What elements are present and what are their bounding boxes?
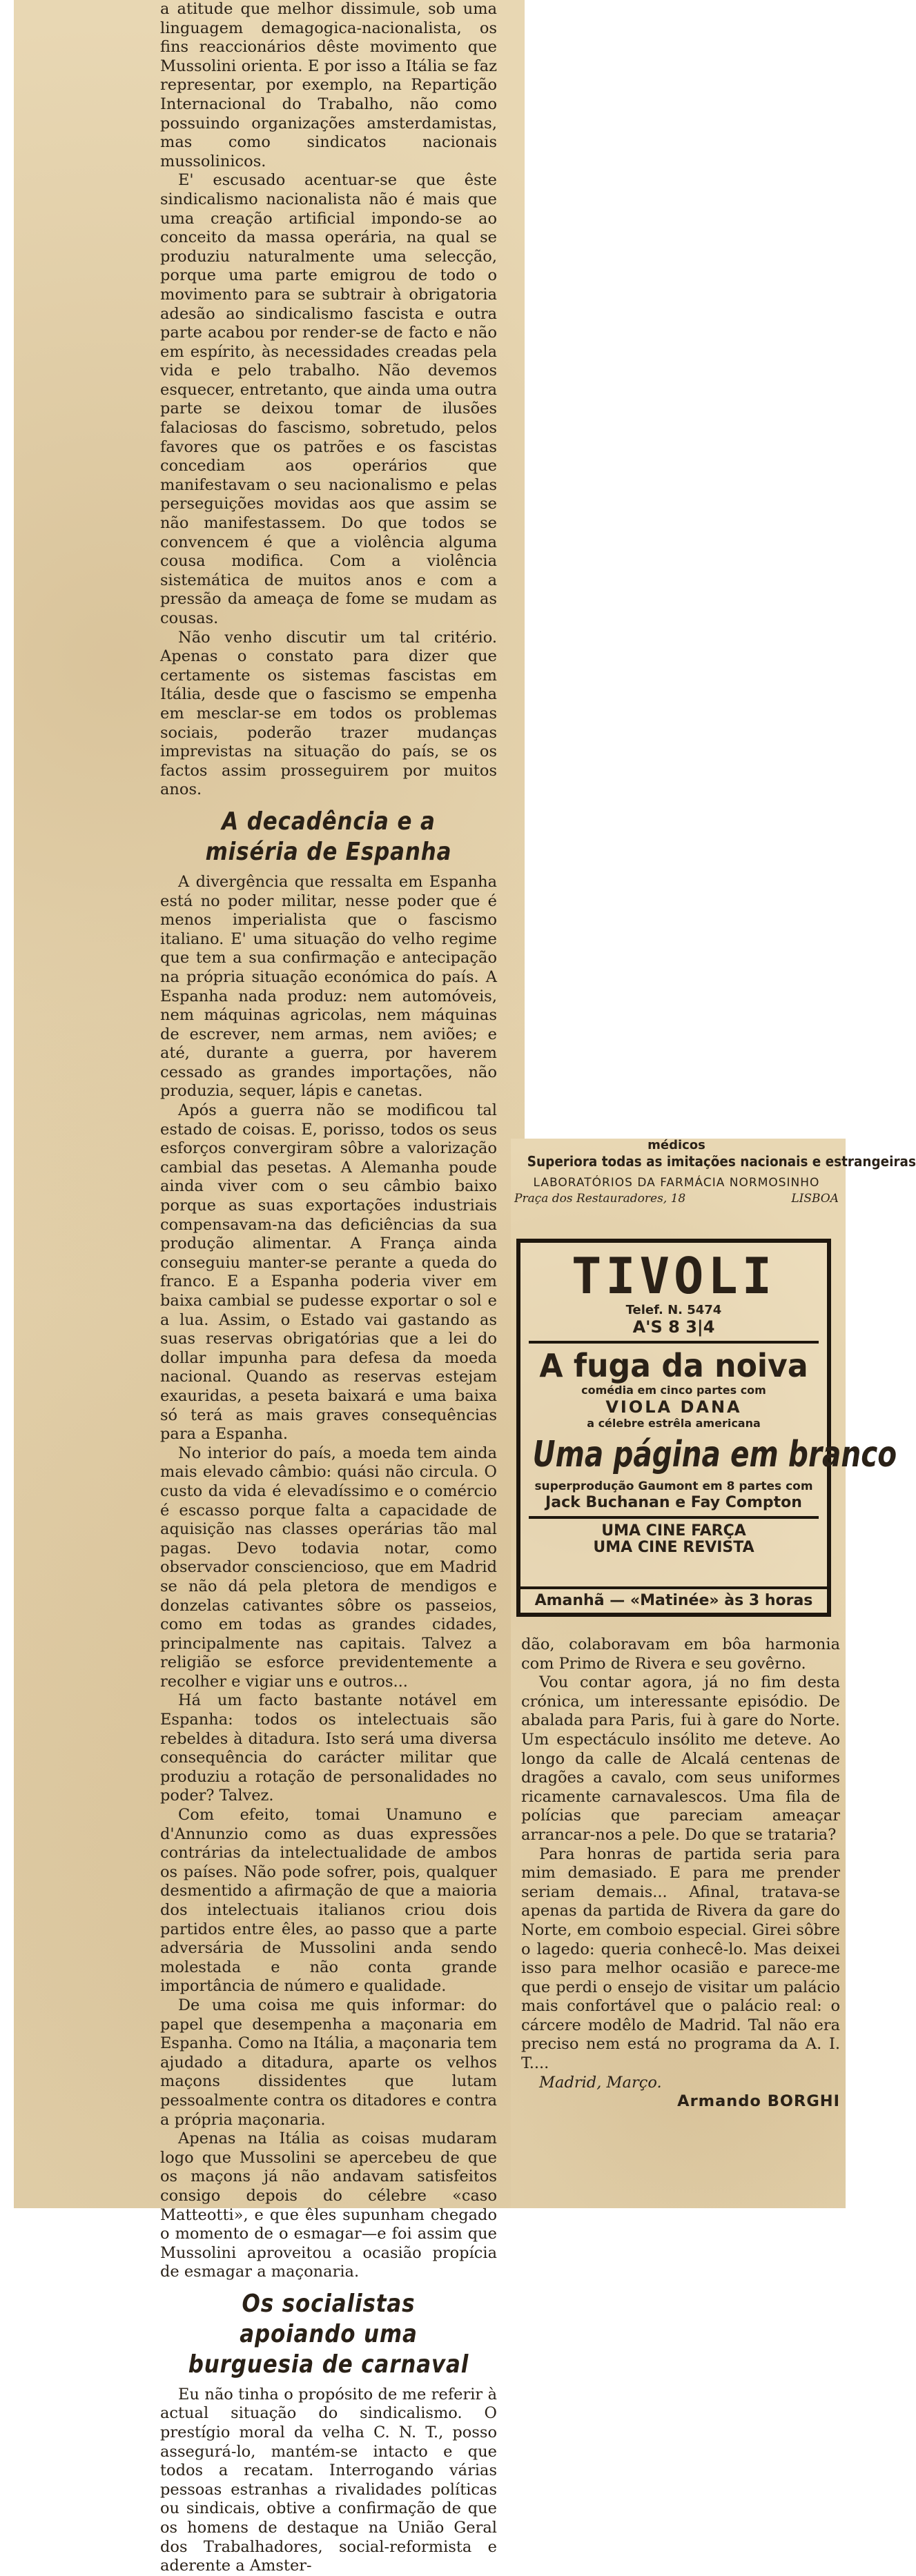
tivoli-cinema-advertisement: [516, 1239, 897, 1617]
cinema-phone: Telef. N. 5474: [625, 1303, 722, 1317]
matinee-line: Amanhã — «Matinée» às 3 horas: [520, 1586, 827, 1613]
article-paragraph: Não venho discutir um tal critério. Apenas o constato para dizer que certamente os sistemas fascistas em Itália, desde que o fascismo se empenha em mesclar-se em todos os problemas sociais, poderão trazer mudanças imprevistas na situação do país, se os factos assim prosseguirem por muitos anos.: [160, 628, 497, 799]
film-2-description: superprodução Gaumont em 8 partes com: [534, 1479, 813, 1493]
film-2-title: Uma página em branco: [532, 1434, 897, 1475]
author-signature: Armando BORGHI: [677, 2092, 840, 2111]
article-paragraph: Eu não tinha o propósito de me referir à actual situação do sindicalismo. O prestígio moral da velha C. N. T., posso assegurá-lo, mantém-se intacto e que todos a recatam. Interrogando várias pessoas estranhas a rivalidades políticas ou sindicais, obtive a confirmação de que os homens de destaque na União Geral dos Trabalhadores, social-reformista e aderente a Amster-: [160, 2385, 497, 2575]
article-paragraph: Há um facto bastante notável em Espanha: todos os intelectuais são rebeldes à ditadura. Isto será uma diversa consequência do carácter militar que produziu a rotação de personalidades no poder? Talvez.: [160, 1691, 497, 1805]
article-column-left: [160, 0, 497, 2576]
film-1-title: A fuga da noiva: [539, 1347, 808, 1384]
article-paragraph: Vou contar agora, já no fim desta crónica, um interessante episódio. De abalada para Paris, fui à gare do Norte. Um espectáculo insólito me deteve. Ao longo da calle de Alcalá centenas de dragões a cavalo, com seus uniformes ricamente carnavalescos. Uma fila de polícias que pareciam ameaçar arrancar-nos a pele. Do que se trataria?: [521, 1673, 840, 1844]
section-heading-socialists: Os socialistas apoiando uma burguesia de carnaval: [188, 2289, 469, 2379]
article-paragraph: Para honras de partida seria para mim demasiado. E para me prender seriam demais... Afinal, tratava-se apenas da partida de Rivera da gare do Norte, em comboio especial. Girei sôbre o lagedo: queria conhecê-lo. Mas deixei isso para melhor ocasião e parece-me que perdi o ensejo de visitar um palácio mais confortável que o palácio real: o cárcere modêlo de Madrid. Tal não era preciso nem está no programa da A. I. T....: [521, 1845, 840, 2073]
section-heading-spain: A decadência e a miséria de Espanha: [205, 807, 452, 866]
article-paragraph: E' escusado acentuar-se que êste sindicalismo nacionalista não é mais que uma creação artificial impondo-se ao conceito da massa operária, na qual se produziu naturalmente uma selecção, porque uma parte emigrou de todo o movimento para se subtrair à obrigatoria adesão ao sindicalismo fascista e outra parte acabou por render-se de facto e não em espírito, às necessidades creadas pela vida e pelo trabalho. Não devemos esquecer, entretanto, que ainda uma outra parte se deixou tomar de ilusões falaciosas do fascismo, sobretudo, pelos favores que os patrões e os fascistas concediam aos operários que manifestavam o seu nacionalismo e pelas perseguições movidas aos que assim se não manifestassem. Do que todos se convencem é que a violência alguma cousa modifica. Com a violência sistemática de muitos anos e com a pressão da ameaça de fome se mudam as cousas.: [160, 171, 497, 627]
article-paragraph: No interior do país, a moeda tem ainda mais elevado câmbio: quási não circula. O custo da vida é elevadíssimo e o comércio é escasso porque falta a capacidade de aquisição nas classes operárias tão mal pagas. Devo todavia notar, como observador consciencioso, que em Madrid se não dá pela pletora de mendigos e donzelas cativantes sôbre os passeios, como em todas as grandes cidades, principalmente nas capitais. Talvez a religião se esforce previdentemente a recolher e vigiar uns e outros...: [160, 1444, 497, 1691]
pharmacy-advertisement: [514, 1138, 916, 1206]
extra-feature-2: UMA CINE REVISTA: [593, 1539, 754, 1556]
extra-feature-1: UMA CINE FARÇA: [601, 1522, 746, 1540]
pharmacy-city: LISBOA: [791, 1192, 839, 1206]
article-column-right: [521, 1635, 840, 2112]
pharmacy-lab-name: LABORATÓRIOS DA FARMÁCIA NORMOSINHO: [533, 1176, 820, 1190]
article-paragraph: Após a guerra não se modificou tal estado de coisas. E, porisso, todos os seus esforços convergiram sôbre a valorização cambial das pesetas. A Alemanha poude ainda viver com o seu câmbio baixo porque as suas exportações industriais compensavam-na das deficiências da sua produção alimentar. A França ainda conseguiu manter-se perante a queda do franco. E a Espanha poderia viver em baixa cambial se pudesse exportar o sol e a lua. Assim, o Estado vai gastando as suas reservas obrigatórias que a lei do dollar impunha para defesa da moeda nacional. Quando as reservas estejam exauridas, a peseta baixará e uma baixa só terá as mais graves consequências para a Espanha.: [160, 1101, 497, 1444]
pharmacy-address-line: [514, 1191, 839, 1206]
article-paragraph: dão, colaboravam em bôa harmonia com Primo de Rivera e seu govêrno.: [521, 1635, 840, 1673]
pharmacy-address: Praça dos Restauradores, 18: [514, 1192, 686, 1206]
pharmacy-slogan: Superiora todas as imitações nacionais e estrangeiras: [527, 1153, 916, 1170]
article-paragraph: A divergência que ressalta em Espanha está no poder militar, nesse poder que é menos imperialista que o fascismo italiano. E' uma situação do velho regime que tem a sua confirmação e antecipação na própria situação económica do país. A Espanha nada produz: nem automóveis, nem máquinas agricolas, nem máquinas de escrever, nem armas, nem aviões; e até, durante a guerra, por haverem cessado as grandes importações, não produzia, sequer, lápis e canetas.: [160, 872, 497, 1101]
article-paragraph: Com efeito, tomai Unamuno e d'Annunzio como as duas expressões contrárias da intelectualidade de ambos os países. Não pode sofrer, pois, qualquer desmentido a afirmação de que a maioria dos intelectuais italianos criou dois partidos entre êles, ao passo que a parte adversária de Mussolini anda sendo molestada e não conta grande importância de número e qualidade.: [160, 1806, 497, 1996]
article-paragraph: Apenas na Itália as coisas mudaram logo que Mussolini se apercebeu de que os maçons já não andavam satisfeitos consigo depois do célebre «caso Matteotti», e que êles supunham chegado o momento de o esmagar—e foi assim que Mussolini aproveitou a ocasião propícia de esmagar a maçonaria.: [160, 2130, 497, 2281]
article-paragraph: De uma coisa me quis informar: do papel que desempenha a maçonaria em Espanha. Como na Itália, a maçonaria tem ajudado a ditadura, aparte os velhos maçons dissidentes que lutam pessoalmente contra os ditadores e contra a própria maçonaria.: [160, 1996, 497, 2129]
divider: [529, 1516, 819, 1519]
film-1-star: VIOLA DANA: [605, 1397, 742, 1417]
film-1-note: a célebre estrêla americana: [587, 1417, 761, 1430]
film-2-cast: Jack Buchanan e Fay Compton: [545, 1494, 802, 1511]
dateline: Madrid, Março.: [539, 2073, 662, 2092]
pharmacy-top-word: médicos: [647, 1138, 705, 1152]
divider: [529, 1341, 819, 1344]
film-1-description: comédia em cinco partes com: [581, 1384, 766, 1397]
cinema-showtime: A'S 8 3|4: [632, 1317, 715, 1337]
article-paragraph: a atitude que melhor dissimule, sob uma linguagem demagogica-nacionalista, os fins reaccionários dêste movimento que Mussolini orienta. E por isso a Itália se faz representar, por exemplo, na Repartição Internacional do Trabalho, não como possuindo organizações amsterdamistas, mas como sindicatos nacionais mussolinicos.: [160, 0, 497, 170]
cinema-name: TIVOLI: [571, 1247, 777, 1305]
